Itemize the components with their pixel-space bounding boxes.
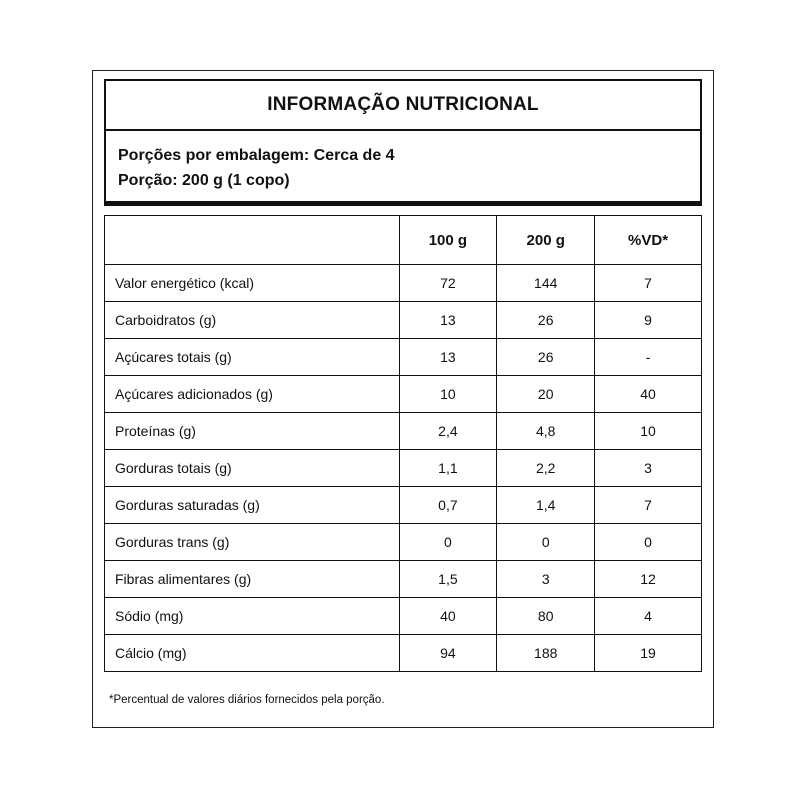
column-header <box>105 216 400 265</box>
daily-value: 40 <box>595 376 702 413</box>
portions-per-package: Porções por embalagem: Cerca de 4 <box>118 147 395 164</box>
nutrient-name: Cálcio (mg) <box>105 635 400 672</box>
value-100g: 40 <box>399 598 497 635</box>
table-row <box>105 598 702 635</box>
value-100g: 2,4 <box>399 413 497 450</box>
nutrient-name: Gorduras saturadas (g) <box>105 487 400 524</box>
value-200g: 4,8 <box>497 413 595 450</box>
daily-value: 12 <box>595 561 702 598</box>
daily-value: 19 <box>595 635 702 672</box>
table-row <box>105 561 702 598</box>
column-header: %VD* <box>595 216 702 265</box>
daily-value: 7 <box>595 487 702 524</box>
nutrient-name: Açúcares totais (g) <box>105 339 400 376</box>
table-row <box>105 302 702 339</box>
daily-value: 4 <box>595 598 702 635</box>
daily-value: 9 <box>595 302 702 339</box>
value-200g: 3 <box>497 561 595 598</box>
value-100g: 13 <box>399 339 497 376</box>
column-header: 200 g <box>497 216 595 265</box>
daily-value: 0 <box>595 524 702 561</box>
table-row <box>105 413 702 450</box>
value-200g: 144 <box>497 265 595 302</box>
table-row <box>105 265 702 302</box>
table-row <box>105 376 702 413</box>
portion-size: Porção: 200 g (1 copo) <box>118 172 290 189</box>
column-header: 100 g <box>399 216 497 265</box>
nutrient-name: Sódio (mg) <box>105 598 400 635</box>
table-row <box>105 524 702 561</box>
daily-value: - <box>595 339 702 376</box>
value-200g: 20 <box>497 376 595 413</box>
label-title-text: INFORMAÇÃO NUTRICIONAL <box>267 94 539 115</box>
nutrient-name: Valor energético (kcal) <box>105 265 400 302</box>
nutrient-name: Gorduras totais (g) <box>105 450 400 487</box>
nutrition-table <box>104 215 702 672</box>
value-100g: 72 <box>399 265 497 302</box>
daily-value: 10 <box>595 413 702 450</box>
value-200g: 26 <box>497 302 595 339</box>
daily-value: 3 <box>595 450 702 487</box>
nutrient-name: Gorduras trans (g) <box>105 524 400 561</box>
value-100g: 1,1 <box>399 450 497 487</box>
value-200g: 1,4 <box>497 487 595 524</box>
table-row <box>105 487 702 524</box>
daily-value: 7 <box>595 265 702 302</box>
value-100g: 10 <box>399 376 497 413</box>
nutrient-name: Proteínas (g) <box>105 413 400 450</box>
value-200g: 0 <box>497 524 595 561</box>
nutrient-name: Fibras alimentares (g) <box>105 561 400 598</box>
table-row <box>105 635 702 672</box>
value-100g: 0 <box>399 524 497 561</box>
table-row <box>105 339 702 376</box>
portion-info <box>104 131 702 206</box>
label-title <box>104 79 702 131</box>
value-200g: 188 <box>497 635 595 672</box>
value-100g: 94 <box>399 635 497 672</box>
value-100g: 1,5 <box>399 561 497 598</box>
value-200g: 80 <box>497 598 595 635</box>
footnote: *Percentual de valores diários fornecidos pela porção. <box>109 694 385 706</box>
nutrient-name: Carboidratos (g) <box>105 302 400 339</box>
table-header-row <box>105 216 702 265</box>
value-100g: 13 <box>399 302 497 339</box>
value-100g: 0,7 <box>399 487 497 524</box>
value-200g: 2,2 <box>497 450 595 487</box>
value-200g: 26 <box>497 339 595 376</box>
table-row <box>105 450 702 487</box>
nutrient-name: Açúcares adicionados (g) <box>105 376 400 413</box>
